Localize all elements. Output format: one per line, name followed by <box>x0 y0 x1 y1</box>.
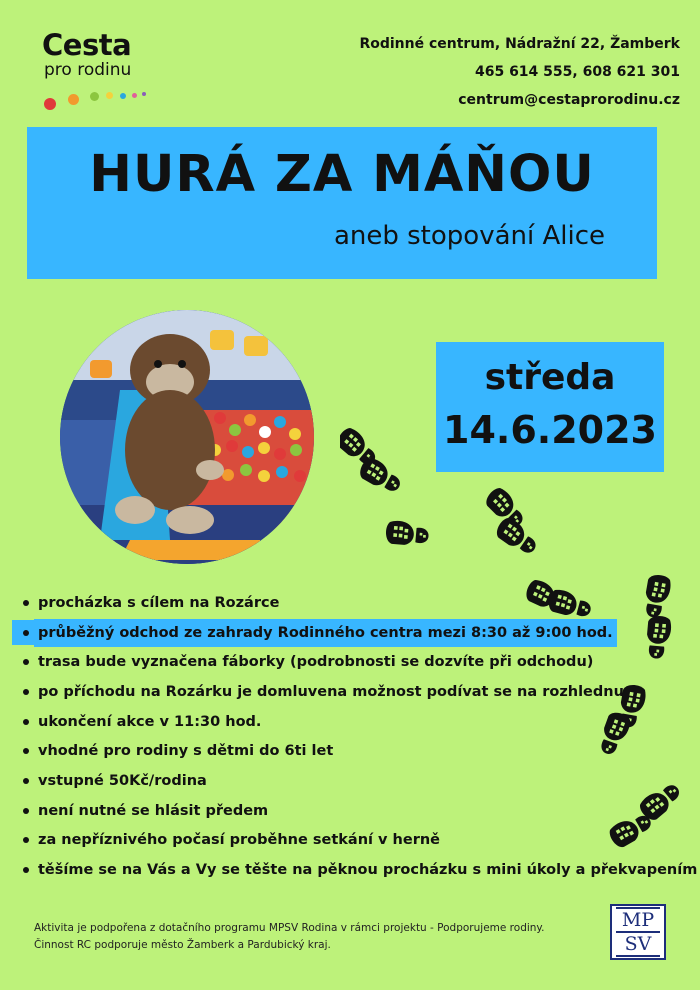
list-item: po příchodu na Rozárku je domluvena možnost podívat se na rozhlednu <box>22 677 692 707</box>
logo-dot <box>44 98 56 110</box>
bullet-icon <box>23 689 29 695</box>
logo-dot <box>132 93 137 98</box>
bullet-icon <box>23 719 29 725</box>
event-date: 14.6.2023 <box>443 408 657 452</box>
contact-info <box>359 30 680 114</box>
list-item: za nepříznivého počasí proběhne setkání v herně <box>22 826 692 856</box>
monkey-photo-illustration <box>60 310 314 564</box>
list-item: ukončení akce v 11:30 hod. <box>22 707 692 737</box>
bullet-icon <box>23 808 29 814</box>
bullet-icon <box>23 659 29 665</box>
logo-dot <box>90 92 99 101</box>
logo-dot <box>106 92 113 99</box>
list-item: vhodné pro rodiny s dětmi do 6ti let <box>22 736 692 766</box>
event-day: středa <box>484 357 616 398</box>
contact-address: Rodinné centrum, Nádražní 22, Žamberk <box>359 36 680 52</box>
mpsv-bottom: SV <box>624 933 652 955</box>
event-title: HURÁ ZA MÁŇOU <box>89 145 595 204</box>
bullet-icon <box>23 600 29 606</box>
mpsv-bar <box>616 955 660 957</box>
logo-dot <box>68 94 79 105</box>
footer-note <box>34 920 545 954</box>
list-item: těšíme se na Vás a Vy se těšte na pěknou procházku s mini úkoly a překvapením <box>22 855 692 885</box>
logo <box>42 30 131 80</box>
logo-dots-icon <box>44 90 154 110</box>
event-photo <box>60 310 314 564</box>
contact-email[interactable]: centrum@cestaprorodinu.cz <box>458 92 680 108</box>
bullet-icon <box>23 867 29 873</box>
logo-subtitle: pro rodinu <box>44 60 132 80</box>
title-banner <box>27 127 657 279</box>
bullet-icon <box>23 630 29 636</box>
mpsv-logo <box>610 904 666 960</box>
contact-phone: 465 614 555, 608 621 301 <box>474 64 680 80</box>
mpsv-top: MP <box>621 909 655 931</box>
list-item: není nutné se hlásit předem <box>22 796 692 826</box>
list-item: vstupné 50Kč/rodina <box>22 766 692 796</box>
logo-dot <box>142 92 146 96</box>
event-subtitle: aneb stopování Alice <box>333 221 605 251</box>
footer-line-1: Aktivita je podpořena z dotačního programu MPSV Rodina v rámci projektu - Podporujeme rodiny. <box>34 922 545 934</box>
logo-dot <box>120 93 126 99</box>
list-item: trasa bude vyznačena fáborky (podrobnosti se dozvíte při odchodu) <box>22 647 692 677</box>
list-item: procházka s cílem na Rozárce <box>22 588 692 618</box>
bullet-icon <box>23 748 29 754</box>
logo-title: Cesta <box>42 28 132 62</box>
bullet-icon <box>23 837 29 843</box>
event-details-list <box>22 588 698 885</box>
footer-line-2: Činnost RC podporuje město Žamberk a Pardubický kraj. <box>34 939 331 951</box>
bullet-icon <box>23 778 29 784</box>
list-item-highlighted: průběžný odchod ze zahrady Rodinného centra mezi 8:30 až 9:00 hod. <box>22 618 692 648</box>
